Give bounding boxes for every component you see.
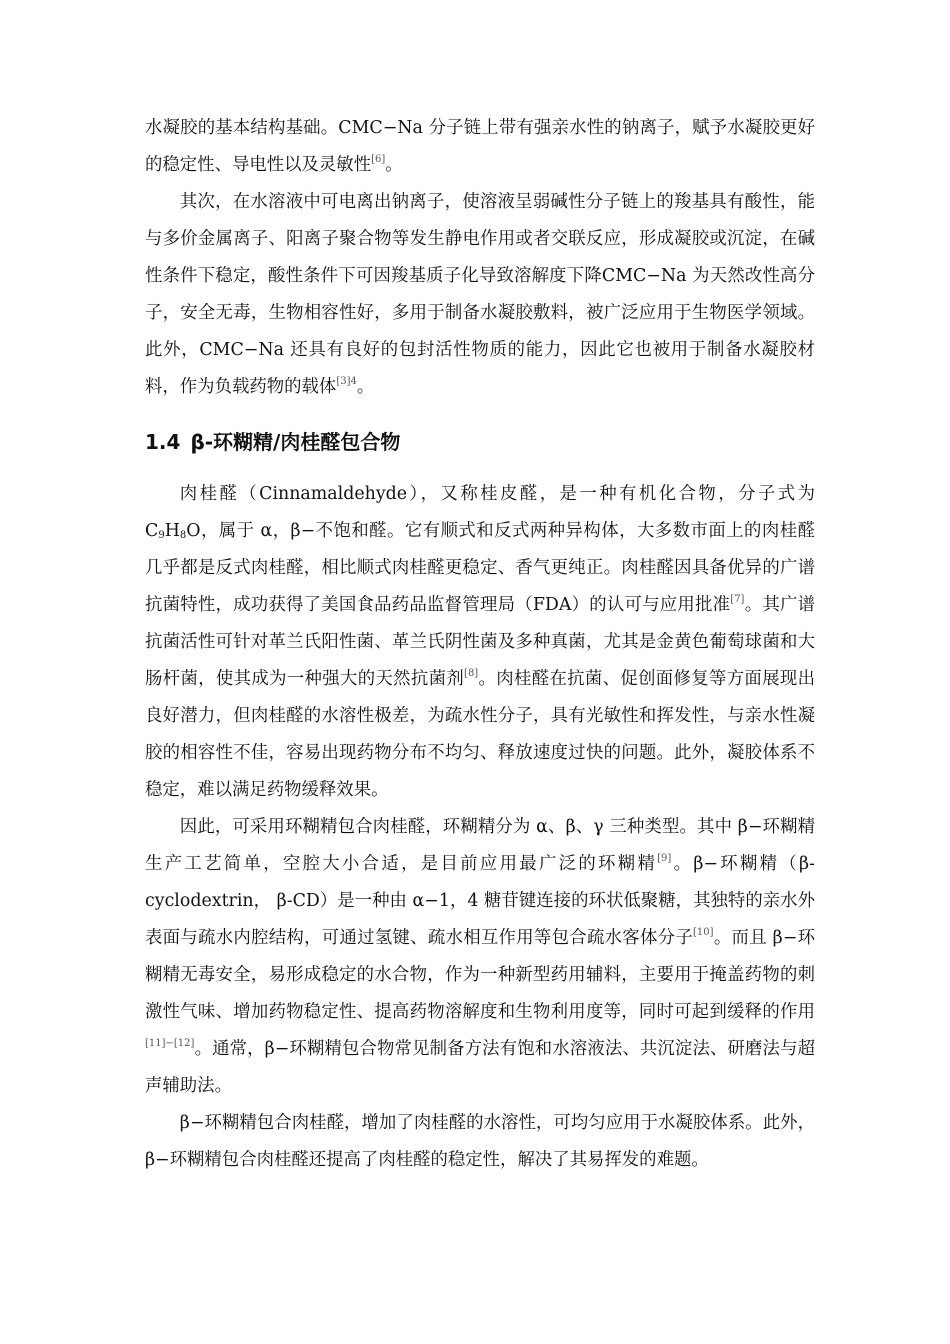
section-heading xyxy=(145,422,815,462)
subscript: 9 xyxy=(158,530,165,541)
citation: [10] xyxy=(693,927,714,938)
subscript: 8 xyxy=(179,530,187,541)
paragraph-1 xyxy=(145,110,815,184)
paragraph-2 xyxy=(145,184,815,406)
citation: [3]4 xyxy=(336,376,357,387)
text: 。 xyxy=(385,155,403,175)
citation: [8] xyxy=(464,668,479,679)
paragraph-3 xyxy=(145,476,815,809)
text: 。β−环糊精（β-cyclodextrin， β-CD）是一种由 α−1，4 糖苷键连接的环状低聚糖，其独特的亲水外表面与疏水内腔结构，可通过氢键、疏水相互作用等包合疏水客体分子 xyxy=(145,854,815,948)
citation: [9] xyxy=(657,853,672,864)
text: 。而且 β−环糊精无毒安全，易形成稳定的水合物，作为一种新型药用辅料，主要用于掩盖药物的刺激性气味、增加药物稳定性、提高药物溶解度和生物利用度等，同时可起到缓释的作用 xyxy=(145,928,815,1022)
citation: [11]−[12] xyxy=(145,1038,195,1049)
section-number: 1.4 xyxy=(145,430,181,454)
text: 。 xyxy=(356,377,375,397)
text: β−环糊精包合肉桂醛，增加了肉桂醛的水溶性，可均匀应用于水凝胶体系。此外，β−环糊精包合肉桂醛还提高了肉桂醛的稳定性，解决了其易挥发的难题。 xyxy=(145,1113,815,1170)
text: H xyxy=(164,521,180,541)
text: 水凝胶的基本结构基础。CMC−Na 分子链上带有强亲水性的钠离子，赋予水凝胶更好的稳定性、导电性以及灵敏性 xyxy=(145,118,815,175)
text: O，属于 α，β−不饱和醛。它有顺式和反式两种异构体，大多数市面上的肉桂醛几乎都是反式肉桂醛，相比顺式肉桂醛更稳定、香气更纯正。肉桂醛因具备优异的广谱抗菌特性，成功获得了美国食品药品监督管理局（FDA）的认可与应用批准 xyxy=(145,521,815,615)
text: 。其广谱抗菌活性可针对革兰氏阳性菌、革兰氏阴性菌及多种真菌，尤其是金黄色葡萄球菌和大肠杆菌，使其成为一种强大的天然抗菌剂 xyxy=(145,595,815,689)
text: 肉桂醛（Cinnamaldehyde），又称桂皮醛，是一种有机化合物，分子式为 C xyxy=(145,484,815,541)
paragraph-5 xyxy=(145,1105,815,1179)
paragraph-4 xyxy=(145,809,815,1105)
document-page xyxy=(145,110,815,1179)
citation: [6] xyxy=(371,154,386,165)
text: 其次，在水溶液中可电离出钠离子，使溶液呈弱碱性分子链上的羧基具有酸性，能与多价金属离子、阳离子聚合物等发生静电作用或者交联反应，形成凝胶或沉淀，在碱性条件下稳定，酸性条件下可因羧基质子化导致溶解度下降CMC−Na 为天然改性高分子，安全无毒，生物相容性好，多用于制备水凝胶敷料，被广泛应用于生物医学领域。此外，CMC−Na 还具有良好的包封活性物质的能力，因此它也被用于制备水凝胶材料，作为负载药物的载体 xyxy=(145,192,815,397)
citation: [7] xyxy=(730,594,745,605)
text: 因此，可采用环糊精包合肉桂醛，环糊精分为 α、β、γ 三种类型。其中 β−环糊精生产工艺简单，空腔大小合适，是目前应用最广泛的环糊精 xyxy=(145,817,815,874)
text: 。通常，β−环糊精包合物常见制备方法有饱和水溶液法、共沉淀法、研磨法与超声辅助法。 xyxy=(145,1039,815,1096)
text: 。肉桂醛在抗菌、促创面修复等方面展现出良好潜力，但肉桂醛的水溶性极差，为疏水性分子，具有光敏性和挥发性，与亲水性凝胶的相容性不佳，容易出现药物分布不均匀、释放速度过快的问题。此外，凝胶体系不稳定，难以满足药物缓释效果。 xyxy=(145,669,815,800)
section-title: β-环糊精/肉桂醛包合物 xyxy=(190,430,401,454)
